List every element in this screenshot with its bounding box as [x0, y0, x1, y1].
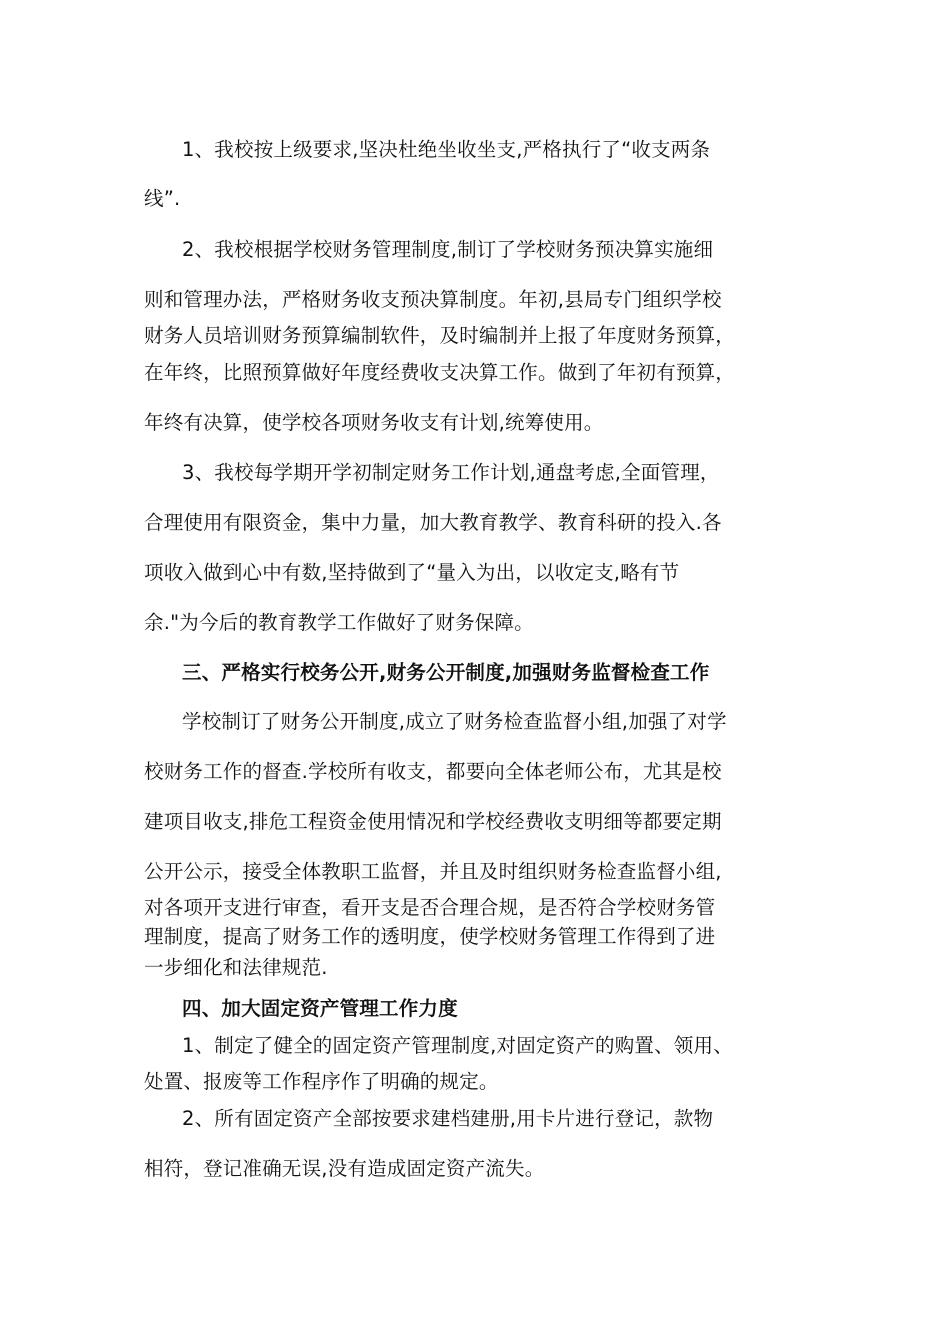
section-heading-3: 三、严格实行校务公开,财务公开制度,加强财务监督检查工作	[182, 661, 710, 684]
paragraph-2-line-4: 在年终，比照预算做好年度经费收支决算工作。做到了年初有预算，	[144, 361, 736, 384]
paragraph-1-line-1: 1、我校按上级要求,坚决杜绝坐收坐支,严格执行了“收支两条	[182, 138, 711, 161]
paragraph-4-line-6: 理制度，提高了财务工作的透明度，使学校财务管理工作得到了进	[144, 925, 716, 948]
paragraph-3-line-1: 3、我校每学期开学初制定财务工作计划,通盘考虑,全面管理，	[182, 461, 720, 484]
paragraph-4-line-1: 学校制订了财务公开制度,成立了财务检查监督小组,加强了对学	[182, 710, 727, 733]
paragraph-2-line-1: 2、我校根据学校财务管理制度,制订了学校财务预决算实施细	[182, 238, 714, 261]
paragraph-6-line-1: 2、所有固定资产全部按要求建档建册,用卡片进行登记，款物	[182, 1107, 714, 1130]
paragraph-3-line-2: 合理使用有限资金，集中力量，加大教育教学、教育科研的投入.各	[144, 511, 722, 534]
paragraph-2-line-2: 则和管理办法，严格财务收支预决算制度。年初,县局专门组织学校	[144, 288, 722, 311]
paragraph-2-line-5: 年终有决算，使学校各项财务收支有计划,统筹使用。	[144, 411, 604, 434]
paragraph-5-line-1: 1、制定了健全的固定资产管理制度,对固定资产的购置、领用、	[182, 1034, 733, 1057]
paragraph-3-line-4: 余."为今后的教育教学工作做好了财务保障。	[144, 611, 534, 634]
paragraph-4-line-3: 建项目收支,排危工程资金使用情况和学校经费收支明细等都要定期	[144, 810, 722, 833]
paragraph-1-line-2: 线”.	[144, 187, 181, 210]
paragraph-6-line-2: 相符，登记准确无误,没有造成固定资产流失。	[144, 1157, 545, 1180]
paragraph-2-line-3: 财务人员培训财务预算编制软件，及时编制并上报了年度财务预算，	[144, 324, 736, 347]
paragraph-4-line-4: 公开公示，接受全体教职工监督，并且及时组织财务检查监督小组,	[144, 860, 722, 883]
paragraph-3-line-3: 项收入做到心中有数,坚持做到了“量入为出，以收定支,略有节	[144, 561, 680, 584]
paragraph-5-line-2: 处置、报废等工作程序作了明确的规定。	[144, 1070, 499, 1093]
paragraph-4-line-7: 一步细化和法律规范.	[144, 956, 328, 979]
paragraph-4-line-5: 对各项开支进行审查，看开支是否合理合规，是否符合学校财务管	[144, 896, 716, 919]
paragraph-4-line-2: 校财务工作的督查.学校所有收支，都要向全体老师公布，尤其是校	[144, 760, 722, 783]
section-heading-4: 四、加大固定资产管理工作力度	[182, 997, 458, 1020]
